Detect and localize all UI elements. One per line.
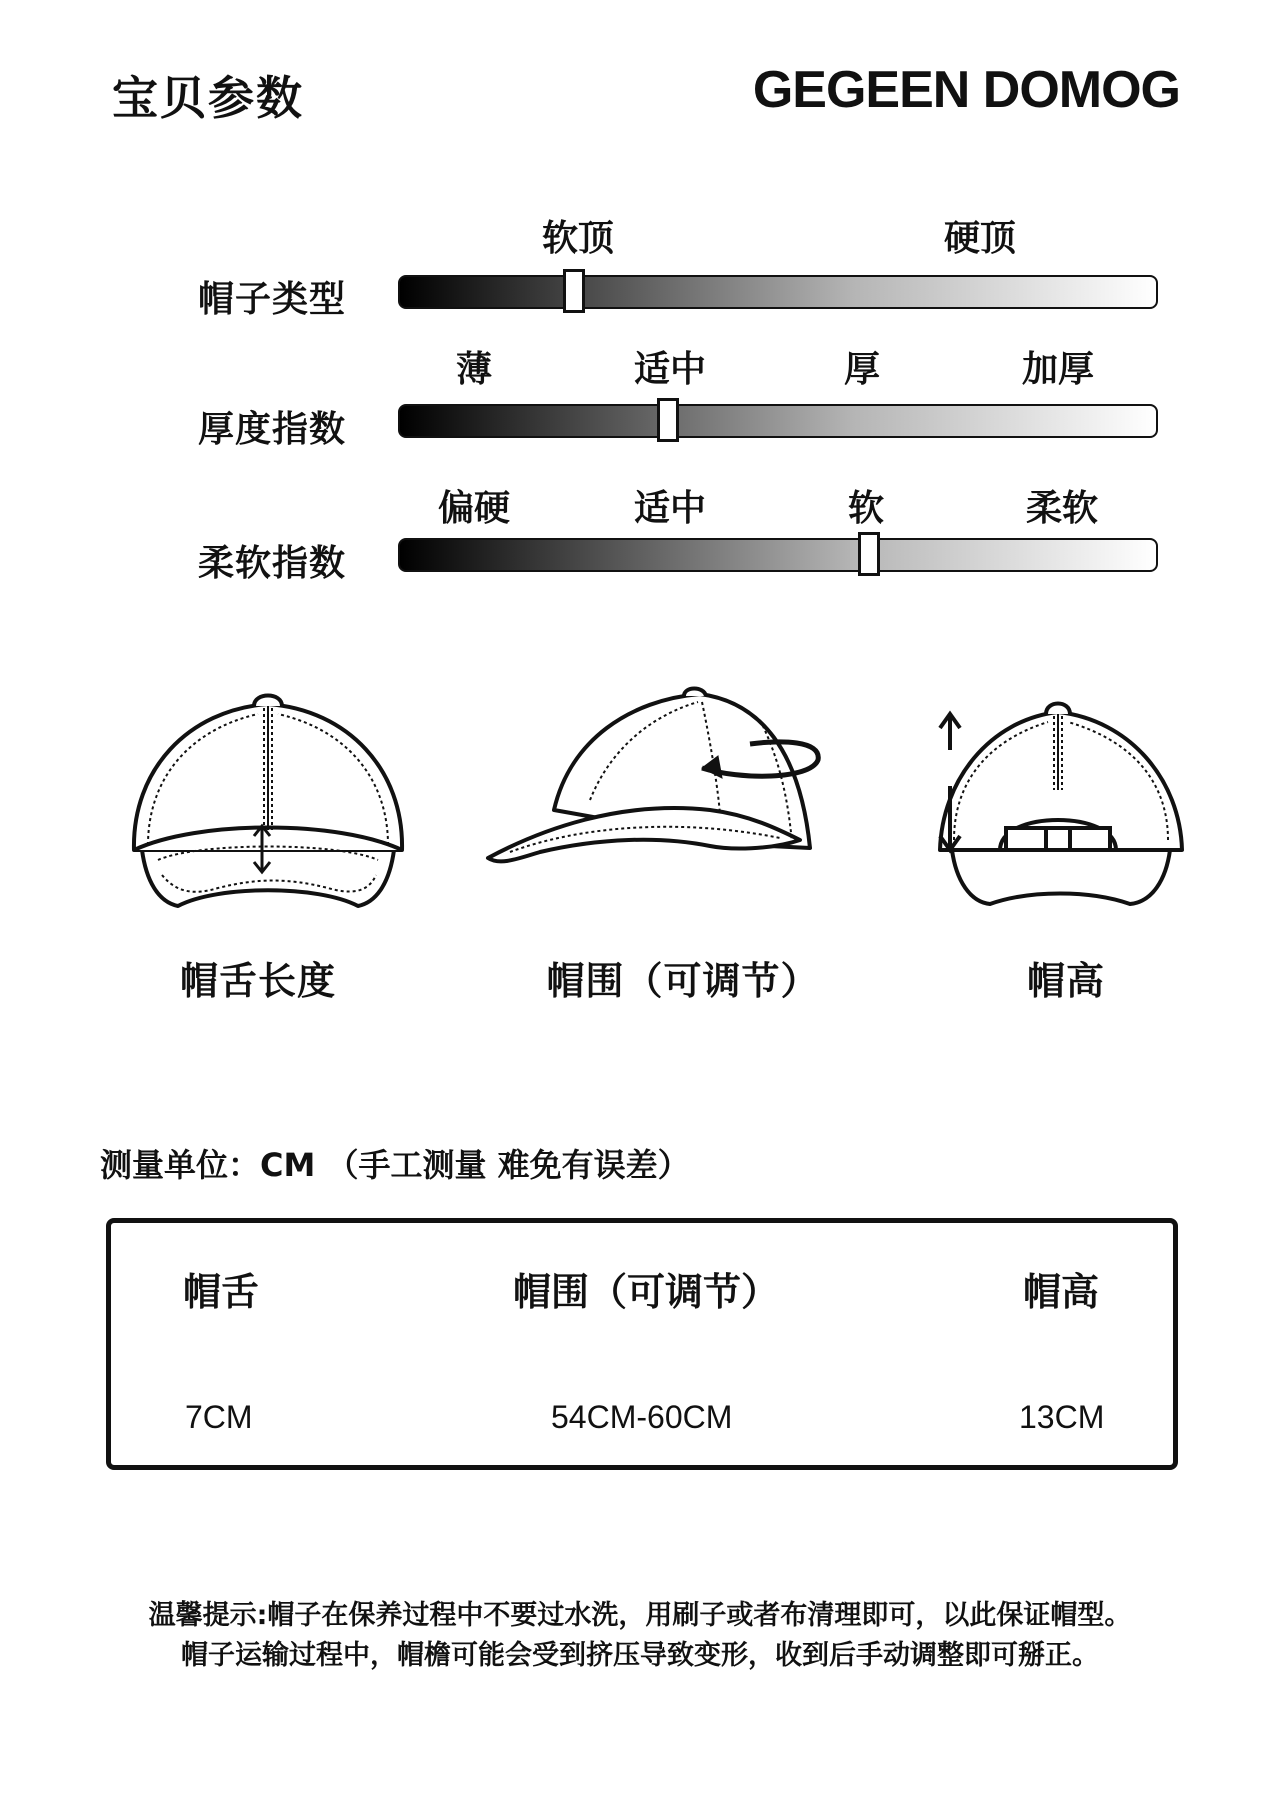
scale-tick: 软顶 bbox=[541, 218, 615, 259]
figure-caption: 帽高 bbox=[1026, 959, 1106, 1003]
measurement-table bbox=[106, 1218, 1178, 1470]
scale-tick: 偏硬 bbox=[437, 488, 511, 529]
measurement-title: 测量单位：CM （手工测量 难免有误差） bbox=[100, 1146, 690, 1184]
scale-label: 厚度指数 bbox=[198, 409, 347, 450]
cap-side-circumference-icon bbox=[480, 680, 840, 880]
column-header-brim: 帽舌 bbox=[183, 1270, 260, 1314]
scale-tick: 薄 bbox=[455, 349, 493, 390]
cap-back-height-icon bbox=[930, 690, 1200, 920]
scale-tick: 适中 bbox=[633, 349, 707, 390]
value-brim: 7CM bbox=[185, 1399, 253, 1435]
scale-tick: 软 bbox=[847, 488, 885, 529]
figure-caption: 帽围（可调节） bbox=[546, 959, 820, 1003]
column-header-circumference: 帽围（可调节） bbox=[513, 1270, 780, 1314]
value-height: 13CM bbox=[1019, 1399, 1105, 1435]
scale-bar bbox=[398, 404, 1158, 438]
shipping-note: 帽子运输过程中，帽檐可能会受到挤压导致变形，收到后手动调整即可掰正。 bbox=[181, 1640, 1099, 1671]
scale-tick: 厚 bbox=[843, 349, 881, 390]
scale-label: 帽子类型 bbox=[198, 279, 347, 320]
scale-tick: 适中 bbox=[633, 488, 707, 529]
cap-front-brim-icon bbox=[118, 680, 418, 920]
page-title: 宝贝参数 bbox=[112, 71, 304, 125]
care-note: 温馨提示:帽子在保养过程中不要过水洗，用刷子或者布清理即可，以此保证帽型。 bbox=[148, 1600, 1132, 1631]
scale-marker bbox=[563, 269, 585, 313]
scale-bar bbox=[398, 538, 1158, 572]
scale-tick: 硬顶 bbox=[943, 218, 1017, 259]
scale-marker bbox=[657, 398, 679, 442]
scale-tick: 柔软 bbox=[1025, 488, 1099, 529]
brand-logo-text: GEGEEN DOMOG bbox=[752, 61, 1180, 119]
scale-label: 柔软指数 bbox=[198, 543, 347, 584]
column-header-height: 帽高 bbox=[1023, 1270, 1100, 1314]
value-circumference: 54CM-60CM bbox=[551, 1399, 733, 1435]
figure-caption: 帽舌长度 bbox=[179, 959, 337, 1003]
scale-marker bbox=[858, 532, 880, 576]
scale-bar bbox=[398, 275, 1158, 309]
scale-tick: 加厚 bbox=[1021, 349, 1095, 390]
